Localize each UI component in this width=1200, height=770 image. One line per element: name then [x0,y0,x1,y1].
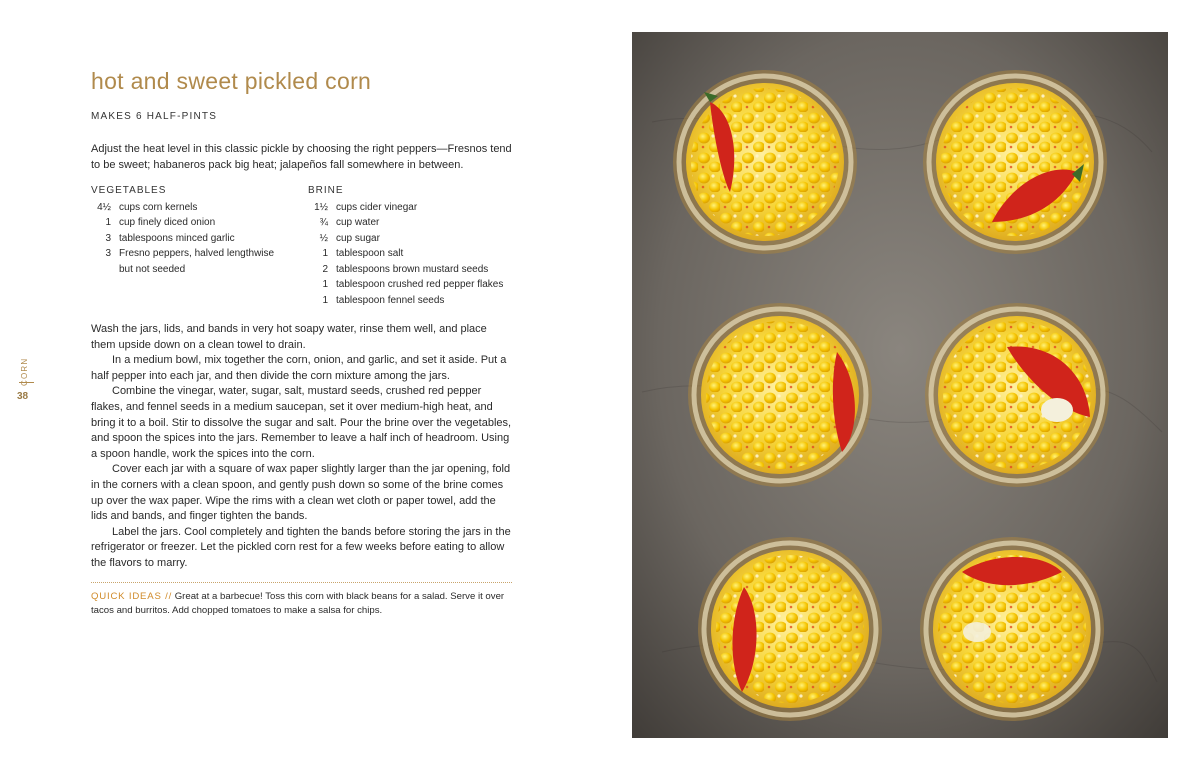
folio-rule [19,382,34,383]
pickled-corn-jars-photo [632,32,1168,738]
ingredient-quantity: 1 [322,279,328,290]
brine-heading: BRINE [308,185,344,196]
ingredient-row [91,215,291,231]
ingredient-quantity: 1 [105,217,111,228]
ingredient-text: cups cider vinegar [336,201,418,213]
ingredient-quantity: ¾ [319,217,328,228]
quick-ideas-label: QUICK IDEAS // [91,591,173,602]
ingredient-quantity: 1 [322,248,328,259]
ingredient-quantity: 1 [322,294,328,306]
jar-middle-right [925,303,1109,487]
ingredient-quantity: 3 [105,232,111,244]
ingredient-text: tablespoons brown mustard seeds [336,263,489,275]
recipe-title: hot and sweet pickled corn [91,68,372,94]
ingredient-text: tablespoon salt [336,248,404,259]
ingredient-row [308,293,518,309]
ingredient-quantity: 3 [105,248,111,259]
recipe-intro: Adjust the heat level in this classic pickle by choosing the right peppers—Fresnos tend to be sweet; habaneros pack big heat; jalapeños fall somewhere in between. [91,143,512,171]
section-tab: CORN [20,357,29,386]
vegetables-ingredient-list [91,183,291,277]
ingredient-text: tablespoon fennel seeds [336,294,445,306]
ingredient-row [91,231,291,247]
jar-bottom-right [920,537,1104,721]
quick-ideas-text: Great at a barbecue! Toss this corn with black beans for a salad. Serve it over tacos and burritos. Add chopped tomatoes to make a salsa for chips. [91,591,505,616]
ingredient-row [308,262,518,278]
ingredient-text: tablespoon crushed red pepper flakes [336,279,504,290]
brine-ingredient-list [308,183,518,308]
ingredient-quantity: 2 [322,263,328,275]
ingredient-text: tablespoons minced garlic [119,232,235,244]
method-step: Combine the vinegar, water, sugar, salt, mustard seeds, crushed red pepper flakes, and fennel seeds in a medium saucepan, set it over medium-high heat, and bring it to a boil. Stir to dissolve the sugar and salt. Pour the brine over the vegetables, and spoon the spices into the jars. Remember to leave a half inch of headroom. Using a spoon handle, work the spices into the corn. [91,385,512,460]
ingredient-quantity: 4½ [97,201,111,213]
jar-top-right [923,70,1107,254]
quick-ideas-divider [91,582,512,583]
jar-top-left [673,70,857,254]
ingredient-row [308,215,518,231]
ingredient-row [91,200,291,216]
ingredient-text: cups corn kernels [119,201,198,213]
recipe-yield: MAKES 6 HALF-PINTS [91,111,218,122]
ingredient-row [308,231,518,247]
ingredient-text: cup water [336,217,380,228]
method-step: Wash the jars, lids, and bands in very hot soapy water, rinse them well, and place them upside down on a clean towel to drain. [91,323,487,351]
method-step: Label the jars. Cool completely and tighten the bands before storing the jars in the refrigerator or freezer. Let the pickled corn rest for a few weeks before eating to allow the flavors to marry. [91,525,511,569]
jar-middle-left [688,303,872,487]
ingredient-text: Fresno peppers, halved lengthwise but not seeded [119,248,275,275]
ingredient-row [91,246,291,277]
vegetables-heading: VEGETABLES [91,185,167,196]
ingredient-row [308,246,518,262]
ingredient-row [308,200,518,216]
method-step: In a medium bowl, mix together the corn, onion, and garlic, and set it aside. Put a half pepper into each jar, and then divide the corn mixture among the jars. [91,354,507,382]
method-step: Cover each jar with a square of wax paper slightly larger than the jar opening, fold in the corners with a clean spoon, and gently push down so some of the brine comes up over the wax paper. Wipe the rims with a clean wet cloth or paper towel, add the lids and bands, and finger tighten the bands. [91,463,511,523]
jar-bottom-left [698,537,882,721]
ingredient-quantity: ½ [319,232,328,244]
page-number: 38 [17,391,29,402]
quick-ideas [91,590,516,617]
ingredient-text: cup finely diced onion [119,217,216,228]
recipe-method [91,322,512,572]
ingredient-text: cup sugar [336,232,380,244]
ingredient-quantity: 1½ [314,201,328,213]
ingredient-row [308,277,518,293]
